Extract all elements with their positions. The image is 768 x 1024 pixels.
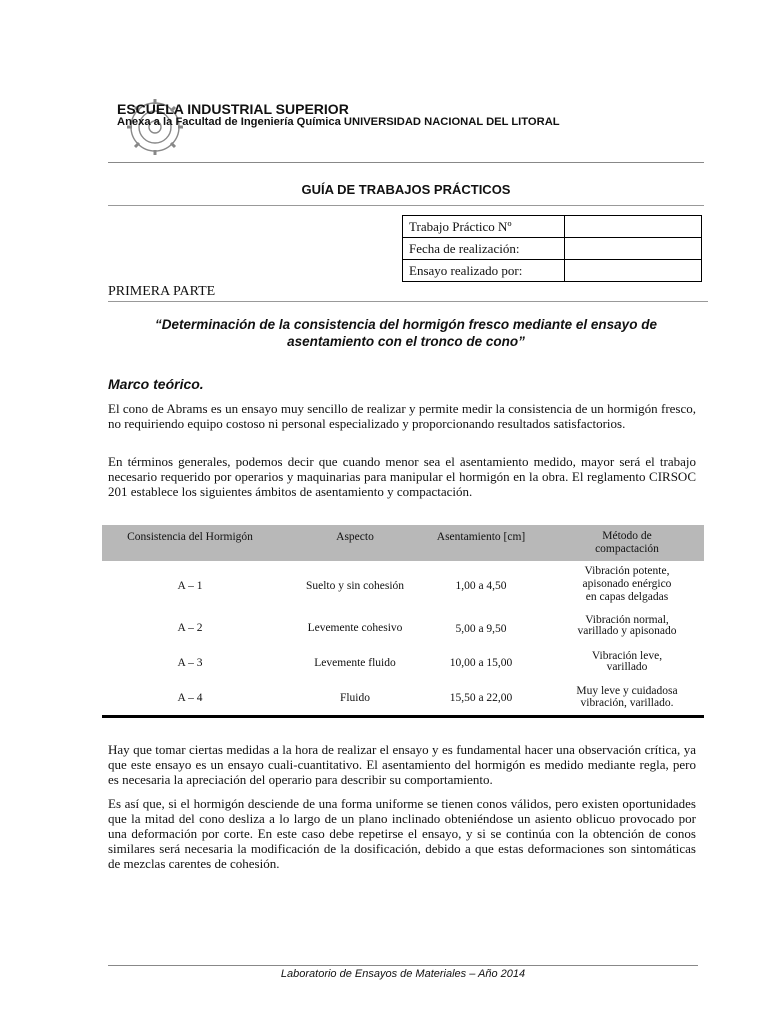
part-label: PRIMERA PARTE (108, 284, 216, 299)
cell-consistencia: A – 2 (177, 622, 203, 634)
table-row (102, 611, 704, 645)
table-row (102, 679, 704, 715)
cell-asentamiento: 1,00 a 4,50 (455, 580, 507, 592)
method-line: Vibración potente, (584, 565, 670, 577)
cell-aspecto: Levemente fluido (314, 657, 396, 669)
header-metodo-line1: Método de (602, 530, 652, 542)
header-divider (108, 162, 704, 163)
cell-metodo (554, 565, 700, 604)
info-value-fecha (565, 238, 702, 260)
cell-consistencia: A – 3 (177, 657, 203, 669)
section-heading: Marco teórico. (108, 376, 204, 392)
table-row (102, 561, 704, 611)
table-header-row (102, 525, 704, 561)
main-title-line2: asentamiento con el tronco de cono” (287, 334, 525, 349)
school-subtitle: Anexa a la Facultad de Ingeniería Química UNIVERSIDAD NACIONAL DEL LITORAL (117, 116, 560, 128)
title-divider (108, 205, 704, 206)
method-line: en capas delgadas (585, 591, 669, 603)
cell-metodo (554, 651, 700, 673)
method-line: Vibración normal, (585, 614, 669, 626)
paragraph-3: Hay que tomar ciertas medidas a la hora de realizar el ensayo y es fundamental hacer una observación crítica, ya que este ensayo es un ensayo cuali-cuantitativo. El asentamiento del hormigón es medido mediante regla, pero es necesaria la apreciación del operario para describir su comportamiento. (108, 742, 696, 787)
method-line: vibración, varillado. (580, 697, 674, 709)
method-line: Vibración leve, (591, 650, 663, 662)
footer-text: Laboratorio de Ensayos de Materiales – Año 2014 (280, 968, 526, 980)
cell-consistencia: A – 4 (177, 692, 203, 704)
table-bottom-rule (102, 715, 704, 718)
method-line: varillado y apisonado (577, 625, 677, 637)
guide-title: GUÍA DE TRABAJOS PRÁCTICOS (301, 182, 511, 197)
info-label-realizado: Ensayo realizado por: (403, 260, 565, 282)
cell-asentamiento: 15,50 a 22,00 (449, 692, 513, 704)
info-table (402, 215, 702, 282)
main-title-line1: “Determinación de la consistencia del hormigón fresco mediante el ensayo de (155, 317, 657, 332)
header-metodo-line2: compactación (595, 543, 659, 555)
info-row (403, 216, 702, 238)
info-row (403, 238, 702, 260)
cell-metodo (554, 685, 700, 709)
method-line: varillado (606, 661, 648, 673)
cell-aspecto: Fluido (339, 692, 371, 704)
cell-aspecto: Levemente cohesivo (307, 622, 403, 634)
info-value-realizado (565, 260, 702, 282)
method-line: Muy leve y cuidadosa (576, 685, 678, 697)
cell-consistencia: A – 1 (177, 580, 203, 592)
info-value-practico (565, 216, 702, 238)
cell-aspecto: Suelto y sin cohesión (305, 580, 405, 592)
info-label-practico: Trabajo Práctico Nº (403, 216, 565, 238)
paragraph-4: Es así que, si el hormigón desciende de una forma uniforme se tienen conos válidos, pero existen oportunidades que la mitad del cono desliza a lo largo de un plano inclinado obteniéndose un asiento oblicuo provocado por una deformación por corte. En este caso debe repetirse el ensayo, y si se continúa con la obtención de conos similares será necesaria la modificación de la dosificación, debido a que estas deformaciones son sintomáticas de mezclas carentes de cohesión. (108, 796, 696, 871)
header-asentamiento: Asentamiento [cm] (436, 531, 526, 543)
part-divider (108, 301, 708, 302)
paragraph-2: En términos generales, podemos decir que cuando menor sea el asentamiento medido, mayor será el trabajo necesario requerido por operarios y maquinarias para manipular el hormigón en la obra. El reglamento CIRSOC 201 establece los siguientes ámbitos de asentamiento y compactación. (108, 454, 696, 499)
paragraph-1: El cono de Abrams es un ensayo muy sencillo de realizar y permite medir la consistencia de un hormigón fresco, no requiriendo equipo costoso ni personal especializado y proporcionando resultados satisfactorios. (108, 401, 696, 431)
footer-divider (108, 965, 698, 966)
header-aspecto: Aspecto (336, 531, 374, 543)
table-row (102, 645, 704, 679)
cell-asentamiento: 5,00 a 9,50 (455, 623, 507, 635)
info-row (403, 260, 702, 282)
method-line: apisonado enérgico (582, 578, 672, 590)
school-name: ESCUELA INDUSTRIAL SUPERIOR (117, 101, 349, 117)
cell-metodo (554, 615, 700, 637)
header-consistencia: Consistencia del Hormigón (127, 531, 253, 543)
main-title (108, 316, 704, 350)
consistency-table (102, 525, 704, 709)
header-metodo (554, 530, 700, 556)
cell-asentamiento: 10,00 a 15,00 (449, 657, 513, 669)
info-label-fecha: Fecha de realización: (403, 238, 565, 260)
